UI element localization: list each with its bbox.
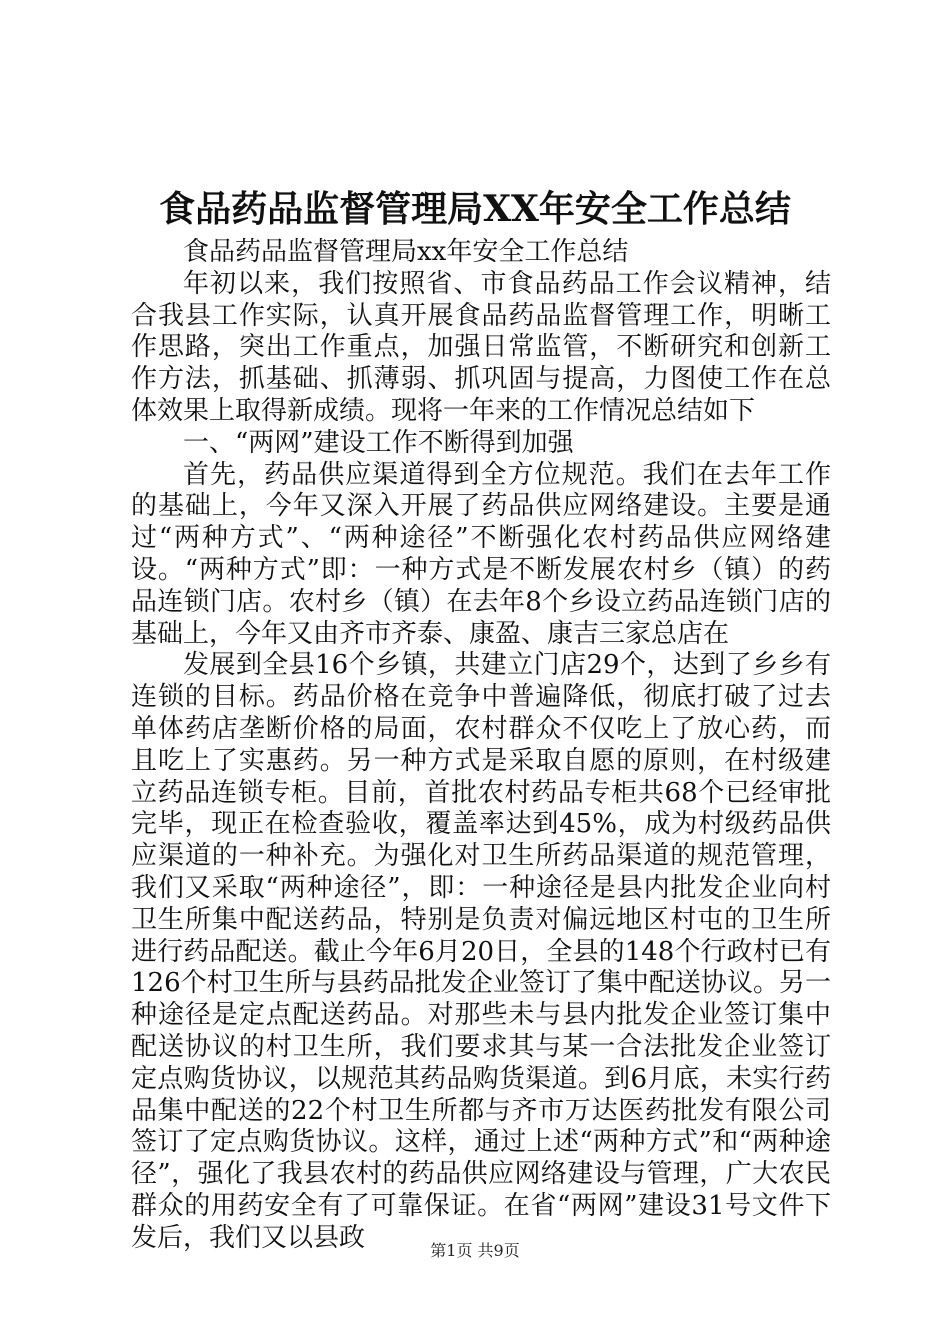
body-paragraph: 首先，药品供应渠道得到全方位规范。我们在去年工作的基础上，今年又深入开展了药品供应网络建设。主要是通过“两种方式”、“两种途径”不断强化农村药品供应网络建设。“两种方式”即：一种方式是不断发展农村乡（镇）的药品连锁门店。农村乡（镇）在去年8个乡设立药品连锁门店的基础上，今年又由齐市齐泰、康盈、康吉三家总店在 <box>131 459 831 649</box>
intro-paragraph: 年初以来，我们按照省、市食品药品工作会议精神，结合我县工作实际，认真开展食品药品监督管理工作，明晰工作思路，突出工作重点，加强日常监管，不断研究和创新工作方法，抓基础、抓薄弱、抓巩固与提高，力图使工作在总体效果上取得新成绩。现将一年来的工作情况总结如下 <box>131 268 831 426</box>
section-heading: 一、“两网”建设工作不断得到加强 <box>183 427 574 458</box>
page-number-footer: 第1页 共9页 <box>430 1241 520 1260</box>
subtitle-paragraph: 食品药品监督管理局xx年安全工作总结 <box>183 237 629 267</box>
document-title: 食品药品监督管理局XX年安全工作总结 <box>159 188 791 230</box>
body-paragraph: 发展到全县16个乡镇，共建立门店29个，达到了乡乡有连锁的目标。药品价格在竞争中普遍降低，彻底打破了过去单体药店垄断价格的局面，农村群众不仅吃上了放心药，而且吃上了实惠药。另一种方式是采取自愿的原则，在村级建立药品连锁专柜。目前，首批农村药品专柜共68个已经审批完毕，现正在检查验收，覆盖率达到45%，成为村级药品供应渠道的一种补充。为强化对卫生所药品渠道的规范管理，我们又采取“两种途径”，即：一种途径是县内批发企业向村卫生所集中配送药品，特别是负责对偏远地区村屯的卫生所进行药品配送。截止今年6月20日，全县的148个行政村已有126个村卫生所与县药品批发企业签订了集中配送协议。另一种途径是定点配送药品。对那些未与县内批发企业签订集中配送协议的村卫生所，我们要求其与某一合法批发企业签订定点购货协议，以规范其药品购货渠道。到6月底，未实行药品集中配送的22个村卫生所都与齐市万达医药批发有限公司签订了定点购货协议。这样，通过上述“两种方式”和“两种途径”，强化了我县农村的药品供应网络建设与管理，广大农民群众的用药安全有了可靠保证。在省“两网”建设31号文件下发后，我们又以县政 <box>131 650 831 1253</box>
document-body <box>131 237 831 1255</box>
